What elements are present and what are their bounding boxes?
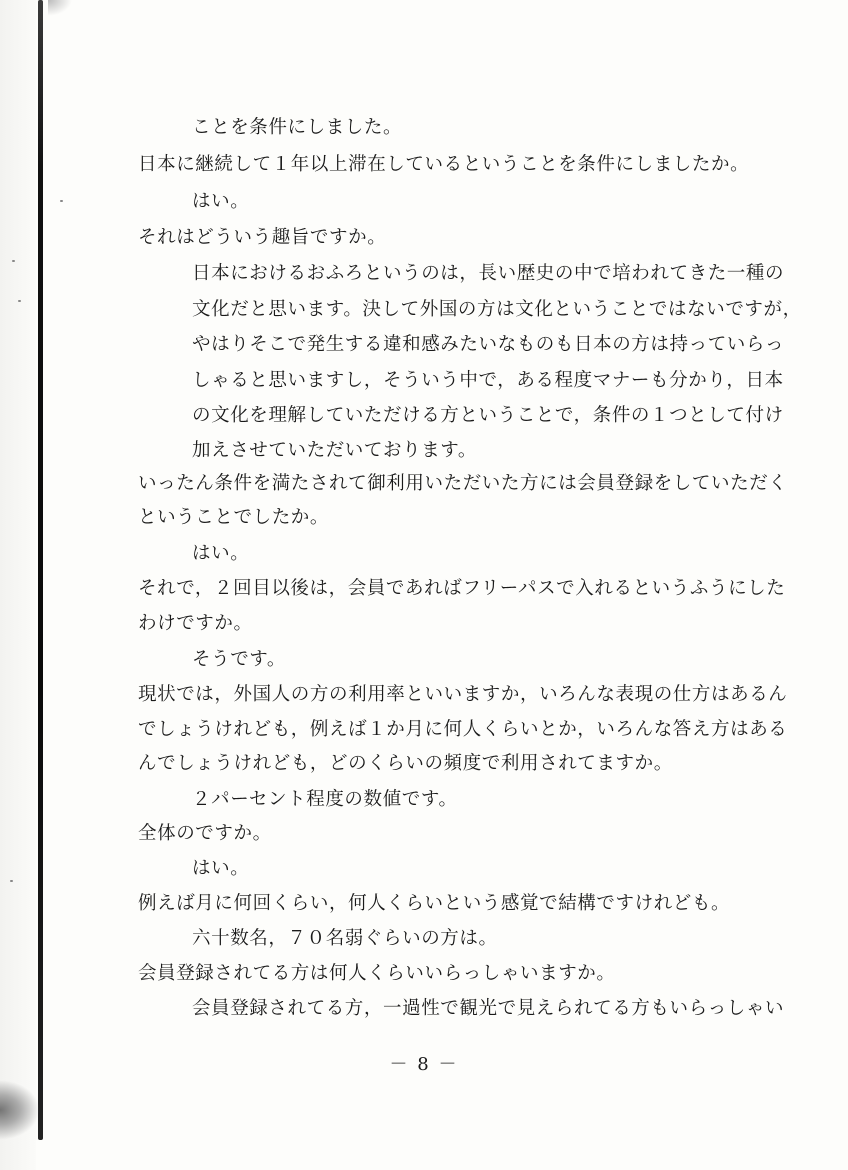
answer-line: ことを条件にしました。 — [192, 117, 403, 138]
answer-line: 日本におけるおふろというのは，長い歴史の中で培われてきた一種の — [192, 263, 785, 284]
scan-smudge-bottom — [0, 1080, 40, 1140]
scan-speck — [10, 880, 13, 882]
question-line: 会員登録されてる方は何人くらいいらっしゃいますか。 — [138, 963, 616, 984]
answer-line: 六十数名，７０名弱ぐらいの方は。 — [192, 928, 498, 949]
scan-smudge-top — [48, 0, 72, 16]
page-number: － 8 － — [389, 1054, 459, 1075]
answer-line: ２パーセント程度の数値です。 — [192, 789, 458, 810]
answer-line: そうです。 — [192, 649, 287, 670]
answer-line: やはりそこで発生する違和感みたいなものも日本の方は持っていらっ — [192, 334, 785, 355]
answer-line: はい。 — [192, 543, 250, 564]
question-line: でしょうけれども，例えば１か月に何人くらいとか，いろんな答え方はある — [138, 719, 788, 740]
answer-line: 文化だと思います。決して外国の方は文化ということではないですが， — [192, 299, 802, 320]
answer-line: 加えさせていただいております。 — [192, 440, 478, 461]
scan-speck — [12, 260, 15, 262]
binding-shadow — [0, 0, 36, 1170]
question-line: 全体のですか。 — [138, 823, 272, 844]
answer-line: しゃると思いますし，そういう中で，ある程度マナーも分かり，日本 — [192, 370, 784, 391]
question-line: わけですか。 — [138, 613, 253, 634]
binding-edge — [38, 0, 43, 1140]
answer-line: はい。 — [192, 191, 250, 212]
answer-line: の文化を理解していただける方ということで，条件の１つとして付け — [192, 405, 784, 426]
answer-line: 会員登録されてる方，一過性で観光で見えられてる方もいらっしゃい — [192, 998, 785, 1019]
question-line: それはどういう趣旨ですか。 — [138, 227, 387, 248]
question-line: ということでしたか。 — [138, 507, 330, 528]
scan-speck — [60, 200, 63, 202]
answer-line: はい。 — [192, 858, 250, 879]
question-line: 現状では，外国人の方の利用率といいますか，いろんな表現の仕方はあるん — [138, 684, 788, 705]
scan-speck — [18, 300, 21, 302]
question-line: 日本に継続して１年以上滞在しているということを条件にしましたか。 — [138, 154, 750, 175]
question-line: いったん条件を満たされて御利用いただいた方には会員登録をしていただく — [138, 473, 788, 494]
question-line: それで，２回目以後は，会員であればフリーパスで入れるというふうにした — [138, 578, 786, 599]
question-line: んでしょうけれども，どのくらいの頻度で利用されてますか。 — [138, 753, 673, 774]
question-line: 例えば月に何回くらい，何人くらいという感覚で結構ですけれども。 — [138, 893, 731, 914]
